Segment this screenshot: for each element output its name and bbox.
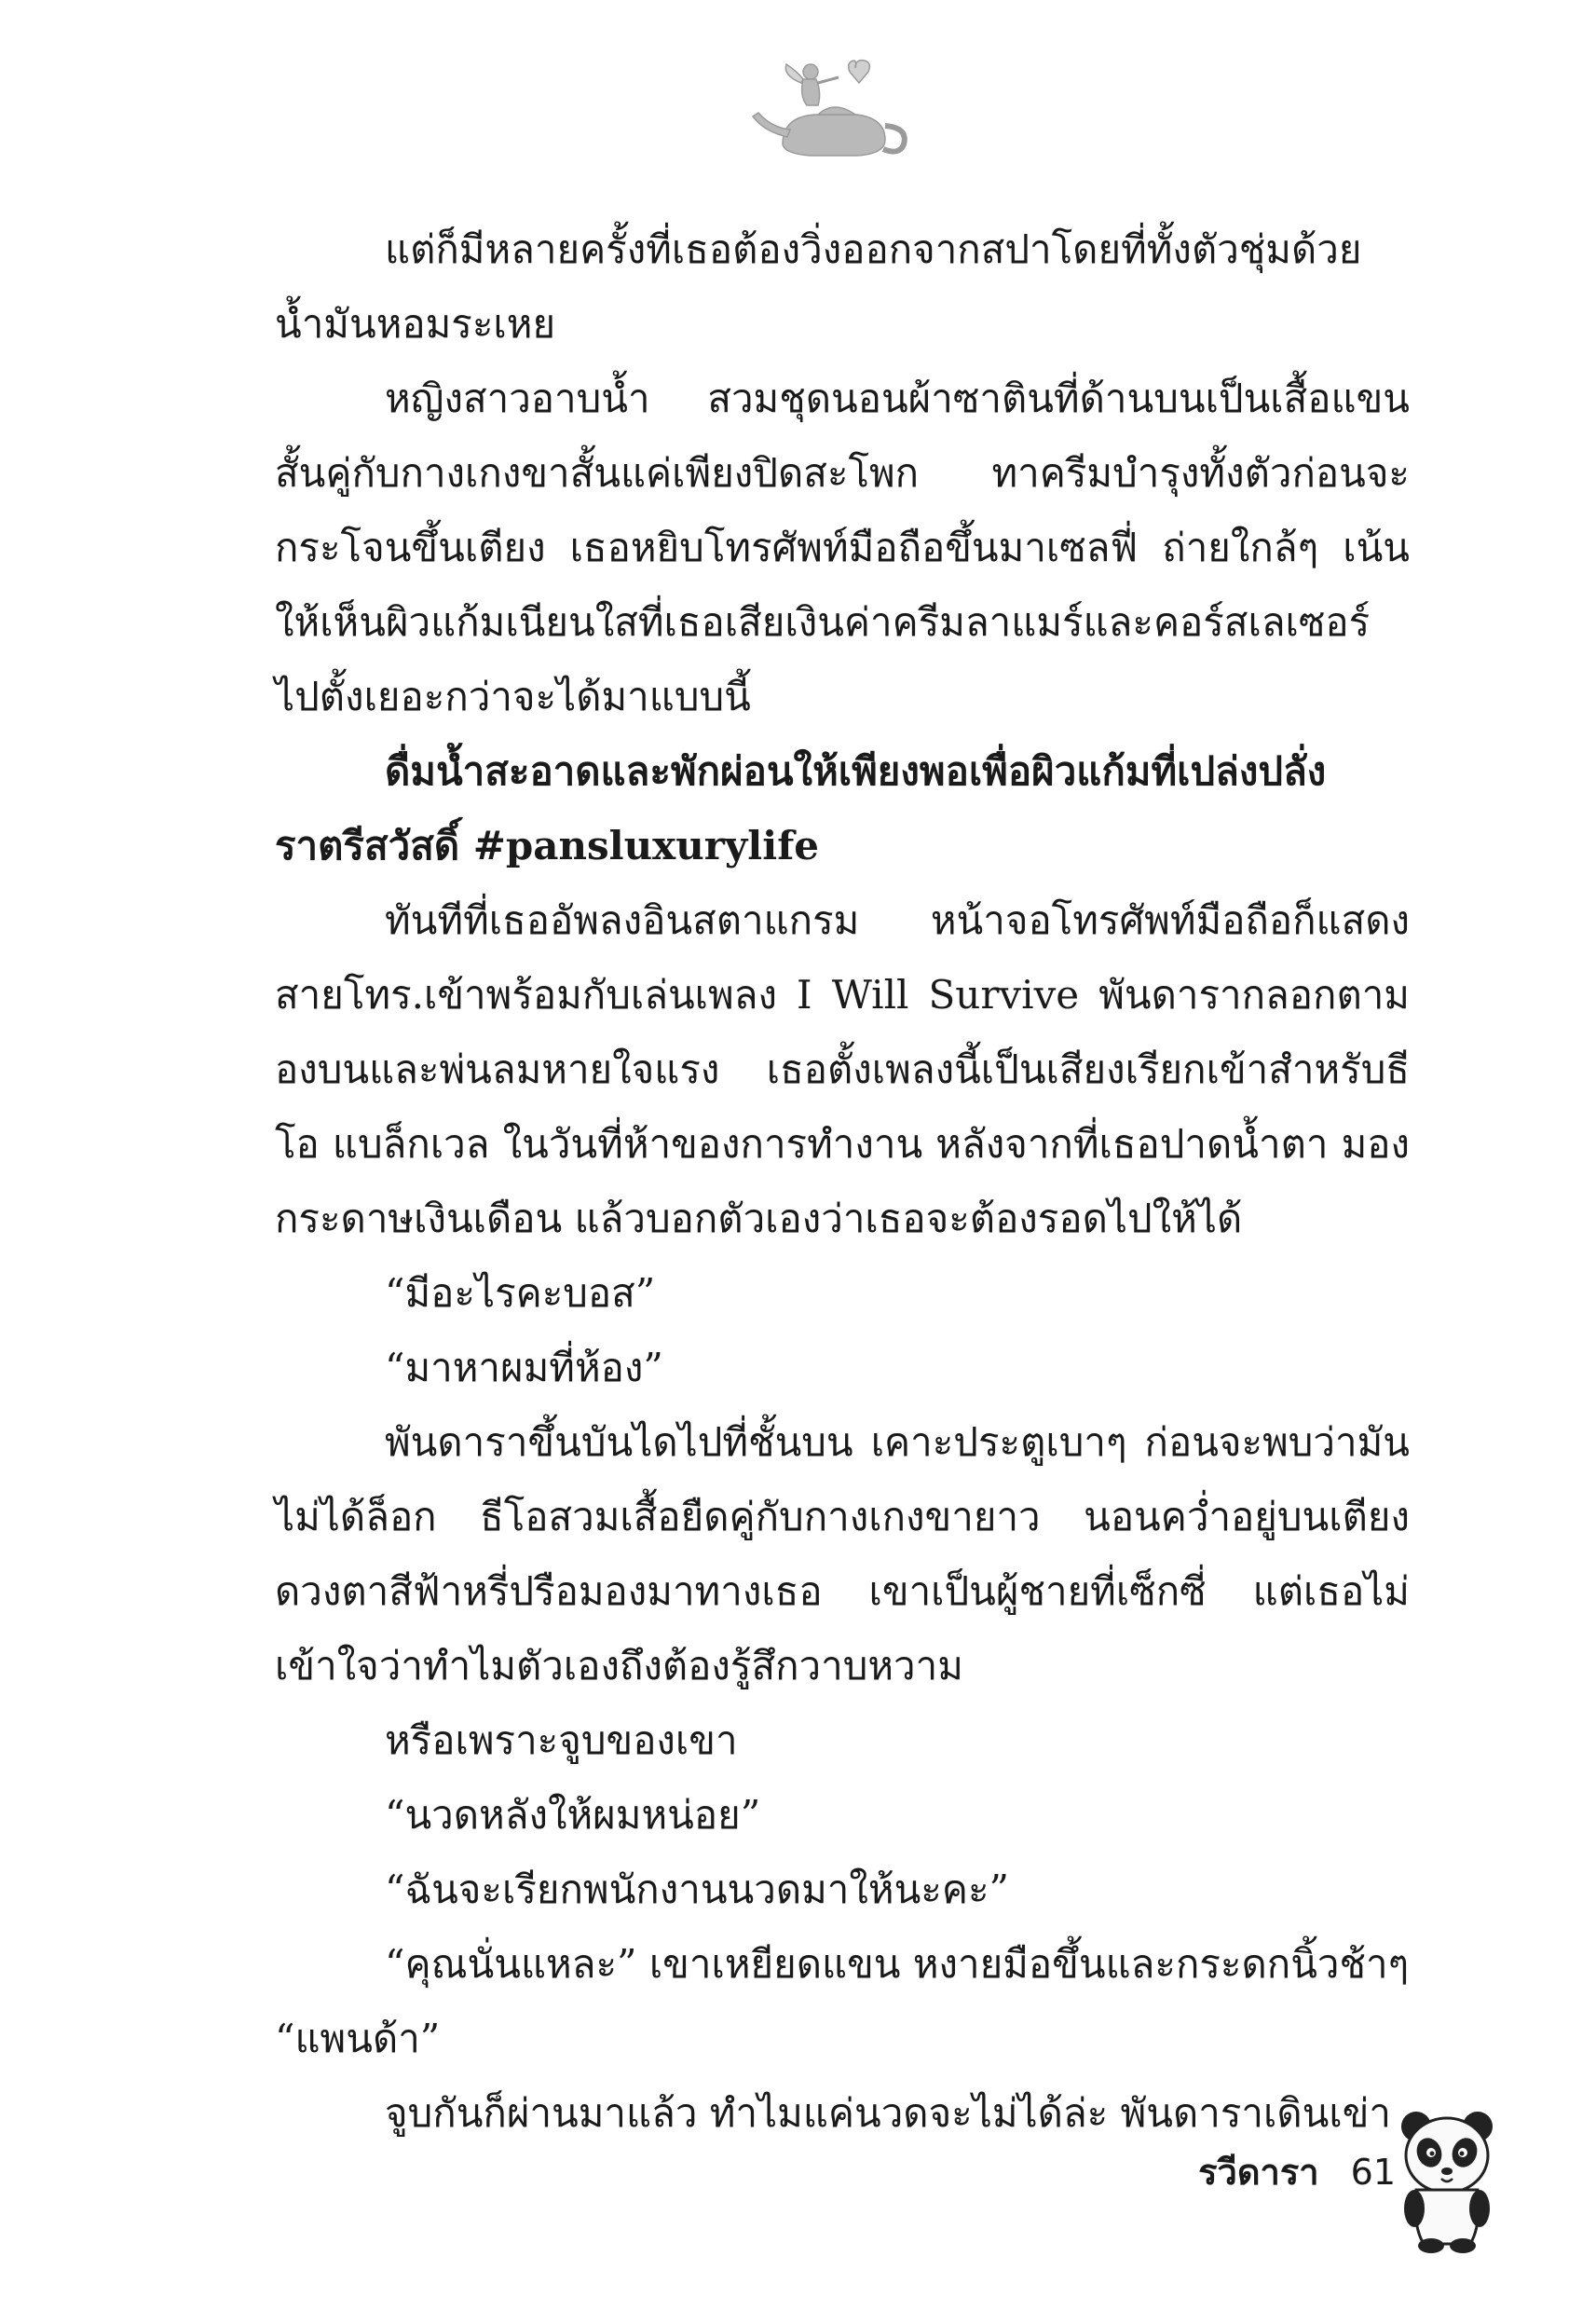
dialogue-line: “คุณนั่นแหละ” เขาเหยียดแขน หงายมือขึ้นและกระดกนิ้วช้าๆ: [385, 1941, 1410, 1987]
paragraph: หญิงสาวอาบน้ำ สวมชุดนอนผ้าซาตินที่ด้านบนเป็นเสื้อแขนสั้นคู่กับกางเกงขาสั้นแค่เพียงปิดสะโพก ทาครีมบำรุงทั้งตัวก่อนจะกระโจนขึ้นเตียง เธอหยิบโทรศัพท์มือถือขึ้นมาเซลฟี่ ถ่ายใกล้ๆ เน้นให้เห็นผิวแก้มเนียนใสที่เธอเสียเงินค่าครีมลาแมร์และคอร์สเลเซอร์ไปตั้งเยอะกว่าจะได้มาแบบนี้: [275, 376, 1410, 719]
paragraph-bold-caption: ดื่มน้ำสะอาดและพักผ่อนให้เพียงพอเพื่อผิวแก้มที่เปล่งปลั่งราตรีสวัสดิ์ #pansluxurylife: [275, 748, 1327, 868]
dialogue-line: “มีอะไรคะบอส”: [385, 1270, 656, 1316]
paragraph: หรือเพราะจูบของเขา: [385, 1717, 738, 1763]
footer-title: รวีดารา: [1198, 2152, 1319, 2193]
dialogue-line: “มาหาผมที่ห้อง”: [385, 1345, 663, 1390]
body-text: [275, 212, 1410, 2151]
paragraph: แต่ก็มีหลายครั้งที่เธอต้องวิ่งออกจากสปาโดยที่ทั้งตัวชุ่มด้วยน้ำมันหอมระเหย: [275, 226, 1362, 347]
paragraph: พันดาราขึ้นบันไดไปที่ชั้นบน เคาะประตูเบาๆ ก่อนจะพบว่ามันไม่ได้ล็อก ธีโอสวมเสื้อยืดคู่กับกางเกงขายาว นอนคว่ำอยู่บนเตียง ดวงตาสีฟ้าหรี่ปรือมองมาทางเธอ เขาเป็นผู้ชายที่เซ็กซี่ แต่เธอไม่เข้าใจว่าทำไมตัวเองถึงต้องรู้สึกวาบหวาม: [275, 1419, 1410, 1689]
dialogue-line: “แพนด้า”: [275, 2016, 441, 2061]
paragraph: ทันทีที่เธออัพลงอินสตาแกรม หน้าจอโทรศัพท์มือถือก็แสดงสายโทร.เข้าพร้อมกับเล่นเพลง I Will Survive พันดารากลอกตามองบนและพ่นลมหายใจแรง เธอตั้งเพลงนี้เป็นเสียงเรียกเข้าสำหรับธีโอ แบล็กเวล ในวันที่ห้าของการทำงาน หลังจากที่เธอปาดน้ำตา มองกระดาษเงินเดือน แล้วบอกตัวเองว่าเธอจะต้องรอดไปให้ได้: [275, 897, 1410, 1241]
teapot-cupid-ornament-icon: [745, 51, 913, 163]
page-footer: [1198, 2143, 1396, 2200]
paragraph: จูบกันก็ผ่านมาแล้ว ทำไมแค่นวดจะไม่ได้ล่ะ พันดาราเดินเข่า: [385, 2090, 1391, 2136]
page-number: 61: [1350, 2152, 1396, 2193]
panda-icon: [1396, 2104, 1498, 2253]
dialogue-line: “ฉันจะเรียกพนักงานนวดมาให้นะคะ”: [385, 1867, 1009, 1912]
dialogue-line: “นวดหลังให้ผมหน่อย”: [385, 1792, 761, 1838]
